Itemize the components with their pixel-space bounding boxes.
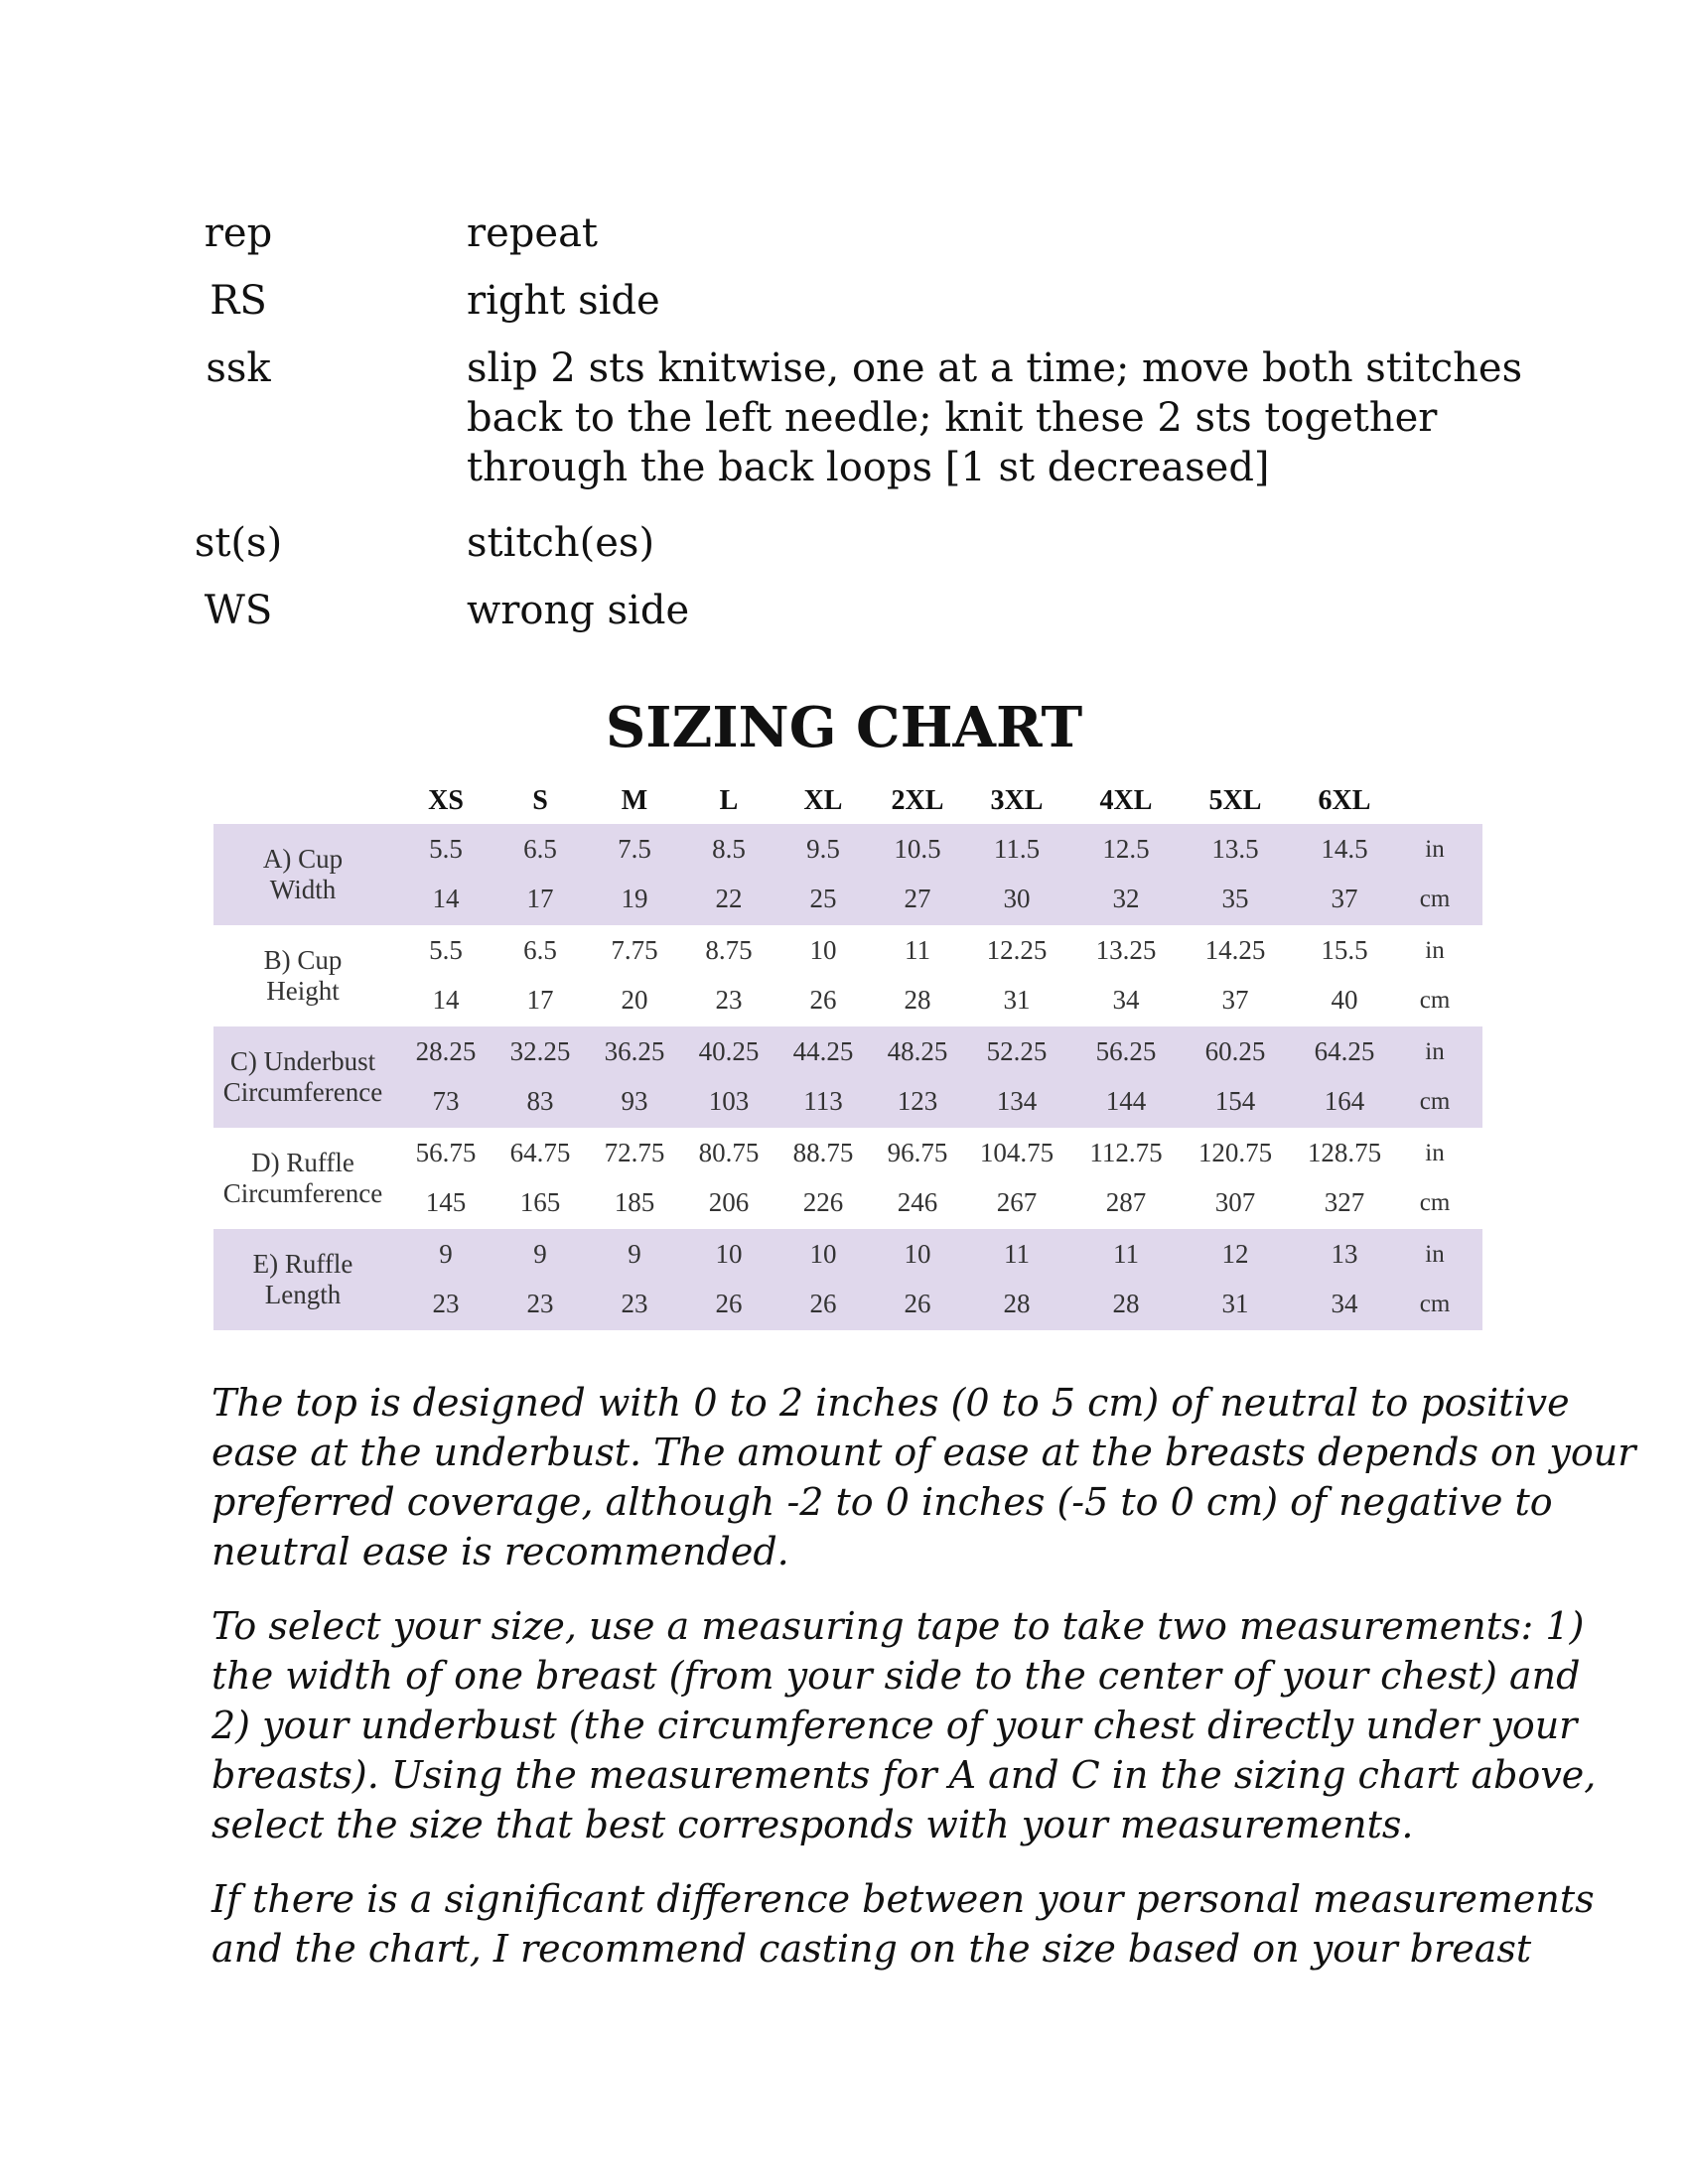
value-in: 44.25 xyxy=(792,1036,854,1066)
value-in: 6.5 xyxy=(523,834,557,864)
paragraph-line: and the chart, I recommend casting on the size based on your breast xyxy=(211,1927,1532,1971)
value-cm: 31 xyxy=(1003,985,1031,1015)
definition-line: back to the left needle; knit these 2 sts together xyxy=(467,395,1438,441)
value-in: 9 xyxy=(628,1239,641,1269)
size-header: M xyxy=(621,785,648,816)
abbreviation-term: ssk xyxy=(206,345,271,391)
value-cm: 134 xyxy=(996,1086,1038,1116)
value-cm: 26 xyxy=(904,1289,931,1318)
measurement-label-line: C) Underbust xyxy=(229,1046,376,1076)
value-cm: 30 xyxy=(1003,884,1031,913)
abbreviation-row xyxy=(0,208,1688,258)
value-in: 11 xyxy=(1004,1239,1030,1269)
definition-line: through the back loops [1 st decreased] xyxy=(467,445,1270,490)
value-in: 14.5 xyxy=(1321,834,1368,864)
value-in: 32.25 xyxy=(509,1036,571,1066)
value-cm: 22 xyxy=(715,884,743,913)
measurement-label-line: Circumference xyxy=(222,1077,383,1107)
value-cm: 206 xyxy=(708,1187,750,1217)
value-cm: 185 xyxy=(614,1187,655,1217)
value-in: 10 xyxy=(715,1239,743,1269)
value-in: 104.75 xyxy=(979,1138,1055,1167)
paragraph-line: If there is a significant difference between your personal measurements xyxy=(211,1877,1595,1921)
measurement-label xyxy=(213,925,392,1026)
value-cm: 103 xyxy=(708,1086,750,1116)
value-cm: 28 xyxy=(904,985,931,1015)
paragraph-line: neutral ease is recommended. xyxy=(211,1530,789,1573)
value-cm: 164 xyxy=(1324,1086,1365,1116)
value-cm: 34 xyxy=(1331,1289,1358,1318)
unit-label-cm: cm xyxy=(1419,886,1451,912)
value-cm: 40 xyxy=(1331,985,1358,1015)
value-in: 40.25 xyxy=(698,1036,760,1066)
value-cm: 226 xyxy=(802,1187,844,1217)
value-in: 112.75 xyxy=(1089,1138,1163,1167)
value-cm: 23 xyxy=(715,985,743,1015)
value-in: 60.25 xyxy=(1204,1036,1266,1066)
abbreviation-definition xyxy=(467,343,1523,492)
unit-label-in: in xyxy=(1425,1038,1445,1065)
value-cm: 35 xyxy=(1221,884,1249,913)
value-cm: 327 xyxy=(1324,1187,1365,1217)
value-in: 10 xyxy=(809,1239,837,1269)
measurement-label-line: B) Cup xyxy=(263,945,343,975)
abbreviation-term: WS xyxy=(204,588,273,633)
unit-label-cm: cm xyxy=(1419,1189,1451,1216)
unit-label-in: in xyxy=(1425,1140,1445,1166)
value-in: 64.75 xyxy=(509,1138,571,1167)
value-in: 15.5 xyxy=(1321,935,1368,965)
paragraph-line: breasts). Using the measurements for A and C in the sizing chart above, xyxy=(211,1753,1597,1797)
value-in: 9.5 xyxy=(806,834,840,864)
paragraph-line: To select your size, use a measuring tape to take two measurements: 1) xyxy=(211,1604,1585,1648)
size-header-row xyxy=(213,779,1482,824)
value-cm: 14 xyxy=(432,884,460,913)
abbreviation-definition xyxy=(467,586,1460,635)
value-cm: 93 xyxy=(621,1086,648,1116)
abbreviation-term: RS xyxy=(210,278,267,324)
value-in: 7.75 xyxy=(611,935,658,965)
measurement-label-line: E) Ruffle xyxy=(252,1249,353,1279)
value-in: 64.25 xyxy=(1314,1036,1375,1066)
value-in: 12.5 xyxy=(1102,834,1150,864)
value-cm: 83 xyxy=(526,1086,554,1116)
size-header: 5XL xyxy=(1208,785,1262,816)
value-cm: 14 xyxy=(432,985,460,1015)
value-in: 11 xyxy=(1113,1239,1139,1269)
value-in: 7.5 xyxy=(618,834,651,864)
value-cm: 246 xyxy=(897,1187,938,1217)
value-in: 12 xyxy=(1221,1239,1249,1269)
value-cm: 73 xyxy=(432,1086,460,1116)
measurement-row xyxy=(213,1128,1482,1229)
measurement-label-line: D) Ruffle xyxy=(251,1148,354,1177)
measurement-label xyxy=(213,824,392,925)
value-cm: 154 xyxy=(1214,1086,1256,1116)
difference-paragraph xyxy=(211,1874,1595,1974)
measurement-row xyxy=(213,1026,1482,1128)
definition-line: slip 2 sts knitwise, one at a time; move both stitches xyxy=(467,345,1523,391)
definition-line: right side xyxy=(467,278,660,324)
abbreviation-row xyxy=(0,343,1688,500)
value-in: 36.25 xyxy=(604,1036,665,1066)
definition-line: repeat xyxy=(467,210,598,256)
value-cm: 26 xyxy=(809,985,837,1015)
value-cm: 34 xyxy=(1112,985,1140,1015)
value-in: 28.25 xyxy=(415,1036,477,1066)
paragraph-line: select the size that best corresponds with your measurements. xyxy=(211,1803,1414,1846)
measurement-row xyxy=(213,925,1482,1026)
unit-label-cm: cm xyxy=(1419,987,1451,1014)
size-header: 4XL xyxy=(1099,785,1153,816)
value-cm: 145 xyxy=(425,1187,467,1217)
value-cm: 23 xyxy=(432,1289,460,1318)
size-header: XS xyxy=(428,785,464,816)
size-header: 2XL xyxy=(891,785,944,816)
ease-paragraph xyxy=(211,1378,1636,1576)
value-cm: 23 xyxy=(526,1289,554,1318)
sizing-chart-title: SIZING CHART xyxy=(605,695,1083,760)
value-cm: 27 xyxy=(904,884,931,913)
value-cm: 287 xyxy=(1105,1187,1147,1217)
value-cm: 23 xyxy=(621,1289,648,1318)
abbreviations-list xyxy=(0,208,1688,653)
value-cm: 113 xyxy=(803,1086,843,1116)
size-header: 6XL xyxy=(1318,785,1371,816)
value-cm: 37 xyxy=(1221,985,1249,1015)
unit-label-in: in xyxy=(1425,937,1445,964)
value-in: 10 xyxy=(809,935,837,965)
value-cm: 267 xyxy=(996,1187,1038,1217)
abbreviation-definition xyxy=(467,208,1460,258)
abbreviation-row xyxy=(0,518,1688,568)
unit-label-in: in xyxy=(1425,1241,1445,1268)
abbreviation-term: st(s) xyxy=(194,520,283,566)
size-selection-paragraph xyxy=(211,1601,1597,1849)
measurement-label-line: Length xyxy=(264,1280,342,1309)
abbreviation-row xyxy=(0,276,1688,326)
paragraph-line: 2) your underbust (the circumference of your chest directly under your xyxy=(211,1704,1578,1747)
paragraph-line: ease at the underbust. The amount of ease at the breasts depends on your xyxy=(211,1431,1636,1474)
value-cm: 31 xyxy=(1221,1289,1249,1318)
value-cm: 17 xyxy=(526,985,554,1015)
paragraph-line: The top is designed with 0 to 2 inches (0 to 5 cm) of neutral to positive xyxy=(211,1381,1570,1425)
value-cm: 26 xyxy=(715,1289,743,1318)
value-in: 11 xyxy=(905,935,930,965)
measurement-row xyxy=(213,1229,1482,1330)
value-in: 13 xyxy=(1331,1239,1358,1269)
value-cm: 25 xyxy=(809,884,837,913)
value-in: 56.75 xyxy=(415,1138,477,1167)
value-cm: 123 xyxy=(897,1086,938,1116)
value-cm: 28 xyxy=(1003,1289,1031,1318)
value-in: 8.75 xyxy=(705,935,753,965)
size-header: L xyxy=(719,785,739,816)
size-header: S xyxy=(532,785,548,816)
measurement-label-line: Width xyxy=(269,875,337,904)
measurement-label xyxy=(213,1128,392,1229)
value-cm: 19 xyxy=(621,884,648,913)
value-cm: 165 xyxy=(519,1187,561,1217)
measurement-label-line: Circumference xyxy=(222,1178,383,1208)
definition-line: wrong side xyxy=(467,588,690,633)
value-cm: 307 xyxy=(1214,1187,1256,1217)
value-in: 88.75 xyxy=(792,1138,854,1167)
unit-label-cm: cm xyxy=(1419,1291,1451,1317)
value-in: 9 xyxy=(439,1239,453,1269)
unit-label-cm: cm xyxy=(1419,1088,1451,1115)
measurement-label-line: Height xyxy=(266,976,340,1006)
value-cm: 37 xyxy=(1331,884,1358,913)
sizing-table xyxy=(213,779,1482,1330)
value-in: 6.5 xyxy=(523,935,557,965)
value-in: 13.5 xyxy=(1211,834,1259,864)
value-in: 14.25 xyxy=(1204,935,1266,965)
measurement-label xyxy=(213,1229,392,1330)
measurement-label xyxy=(213,1026,392,1128)
value-in: 8.5 xyxy=(712,834,746,864)
value-in: 11.5 xyxy=(993,834,1041,864)
value-in: 12.25 xyxy=(986,935,1048,965)
value-in: 96.75 xyxy=(887,1138,948,1167)
measurement-label-line: A) Cup xyxy=(262,844,344,874)
abbreviation-term: rep xyxy=(204,210,273,256)
abbreviation-definition xyxy=(467,276,1460,326)
value-in: 72.75 xyxy=(604,1138,665,1167)
value-in: 56.25 xyxy=(1095,1036,1157,1066)
value-in: 80.75 xyxy=(698,1138,760,1167)
paragraph-line: preferred coverage, although -2 to 0 inches (-5 to 0 cm) of negative to xyxy=(211,1480,1553,1524)
value-cm: 20 xyxy=(621,985,648,1015)
value-in: 5.5 xyxy=(429,834,463,864)
value-in: 5.5 xyxy=(429,935,463,965)
size-header: XL xyxy=(803,785,843,816)
value-in: 120.75 xyxy=(1197,1138,1273,1167)
unit-label-in: in xyxy=(1425,836,1445,863)
paragraph-line: the width of one breast (from your side to the center of your chest) and xyxy=(211,1654,1581,1698)
abbreviation-row xyxy=(0,586,1688,635)
value-cm: 26 xyxy=(809,1289,837,1318)
value-cm: 144 xyxy=(1105,1086,1147,1116)
size-header: 3XL xyxy=(990,785,1044,816)
value-in: 10.5 xyxy=(894,834,941,864)
value-in: 9 xyxy=(533,1239,547,1269)
value-in: 48.25 xyxy=(887,1036,948,1066)
value-in: 10 xyxy=(904,1239,931,1269)
value-cm: 17 xyxy=(526,884,554,913)
value-in: 128.75 xyxy=(1307,1138,1382,1167)
value-in: 52.25 xyxy=(986,1036,1048,1066)
value-in: 13.25 xyxy=(1095,935,1157,965)
value-cm: 28 xyxy=(1112,1289,1140,1318)
abbreviation-definition xyxy=(467,518,1460,568)
definition-line: stitch(es) xyxy=(467,520,655,566)
measurement-row xyxy=(213,824,1482,925)
value-cm: 32 xyxy=(1112,884,1140,913)
